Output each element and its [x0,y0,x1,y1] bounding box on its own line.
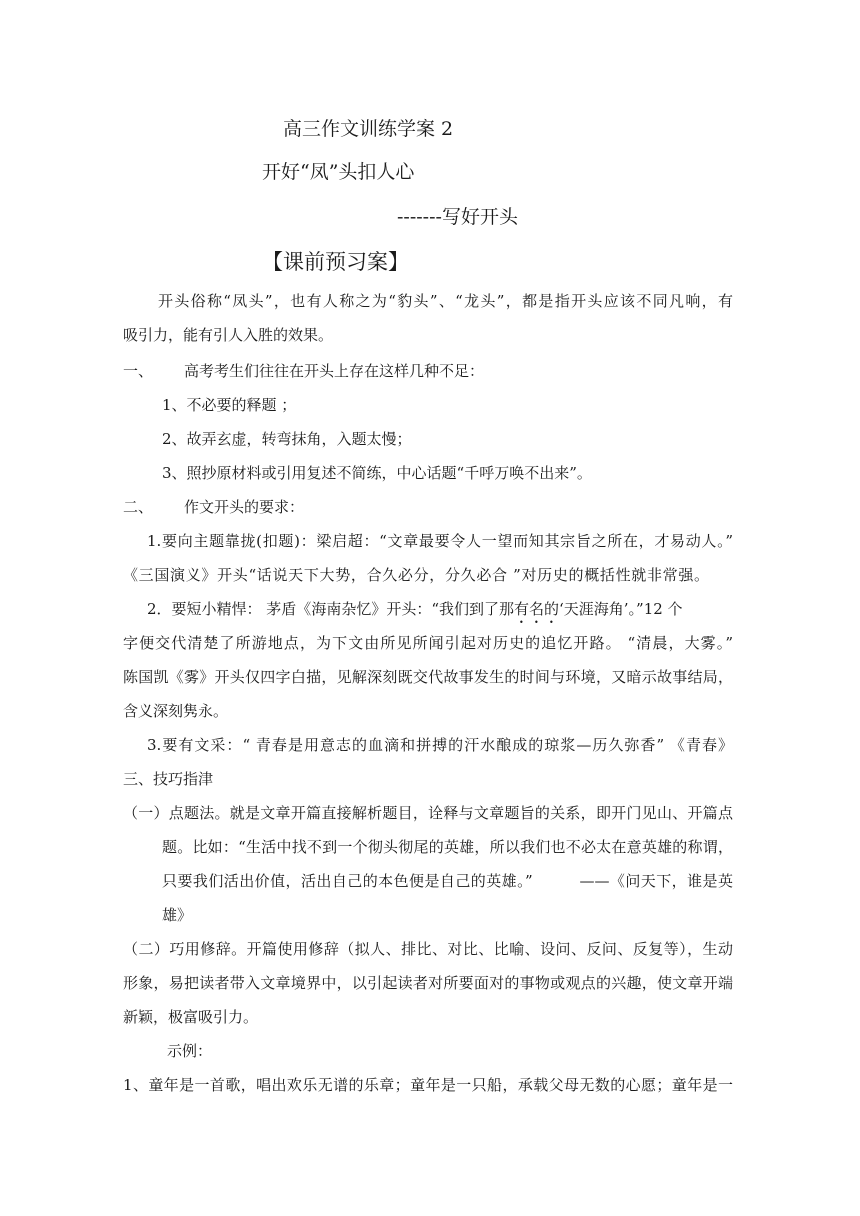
technique-1-line-2: 题。比如：“生活中找不到一个彻头彻尾的英雄，所以我们也不必太在意英雄的称谓， [162,838,733,856]
requirement-2-text-b: ‘天涯海角’。”12 个 [559,600,683,618]
requirement-3-line-1: 3.要有文采：“ 青春是用意志的血滴和拼搏的汗水酿成的琼浆—历久弥香” 《青春》 [147,736,733,754]
requirement-2-text-a: 2．要短小精悍： 茅盾《海南杂忆》开头：“我们到了那 [147,600,514,618]
part1-item-1: 1、不必要的释题 ； [162,396,297,414]
requirement-1-line-1: 1.要向主题靠拢(扣题)：梁启超：“文章最要令人一望而知其宗旨之所在，才易动人。” [147,532,733,550]
document-subtitle: 开好“凤”头扣人心 [262,161,415,183]
technique-2-line-3: 新颖，极富吸引力。 [123,1008,259,1026]
example-label: 示例： [167,1042,213,1060]
intro-line-1: 开头俗称“凤头”，也有人称之为“豹头”、“龙头”，都是指开头应该不同凡响，有 [158,292,733,310]
requirement-2-line-2: 字便交代清楚了所游地点，为下文由所见所闻引起对历史的追忆开路。 “清晨，大雾。” [123,634,733,652]
part1-item-3: 3、照抄原材料或引用复述不简练，中心话题“千呼万唤不出来”。 [162,464,592,482]
technique-2-line-2: 形象，易把读者带入文章境界中，以引起读者对所要面对的事物或观点的兴趣，使文章开端 [123,974,733,992]
part1-item-2: 2、故弄玄虚，转弯抹角，入题太慢； [162,430,412,448]
part2-number: 二、 [123,498,154,516]
technique-1-line-3: 只要我们活出价值，活出自己的本色便是自己的英雄。” ——《问天下，谁是英 [162,872,733,890]
requirement-2-line-4: 含义深刻隽永。 [123,702,229,720]
technique-1-line-1: （一）点题法。就是文章开篇直接解析题目，诠释与文章题旨的关系，即开门见山、开篇点 [123,804,733,822]
requirement-2-line-1 [147,599,683,627]
part1-number: 一、 [123,362,154,380]
technique-1-line-4: 雄》 [162,906,193,924]
part3-heading: 三、技巧指津 [123,770,214,788]
intro-line-2: 吸引力，能有引人入胜的效果。 [123,326,334,344]
document-title: 高三作文训练学案 2 [283,118,454,140]
document-subtitle-secondary: -------写好开头 [397,206,518,228]
requirement-1-line-2: 《三国演义》开头“话说天下大势，合久必分，分久必合 ”对历史的概括性就非常强。 [123,566,709,584]
example-1-line-1: 1、童年是一首歌，唱出欢乐无谱的乐章；童年是一只船，承载父母无数的心愿；童年是一 [123,1076,733,1094]
requirement-2-line-3: 陈国凯《雾》开头仅四字白描，见解深刻既交代故事发生的时间与环境，又暗示故事结局， [123,668,733,686]
section-header: 【课前预习案】 [262,250,409,274]
emphasis-text: 有名的 [513,600,559,618]
part1-heading: 高考考生们往往在开头上存在这样几种不足： [184,362,485,380]
technique-2-line-1: （二）巧用修辞。开篇使用修辞（拟人、排比、对比、比喻、设问、反问、反复等），生动 [123,940,733,958]
part2-heading: 作文开头的要求： [184,498,305,516]
